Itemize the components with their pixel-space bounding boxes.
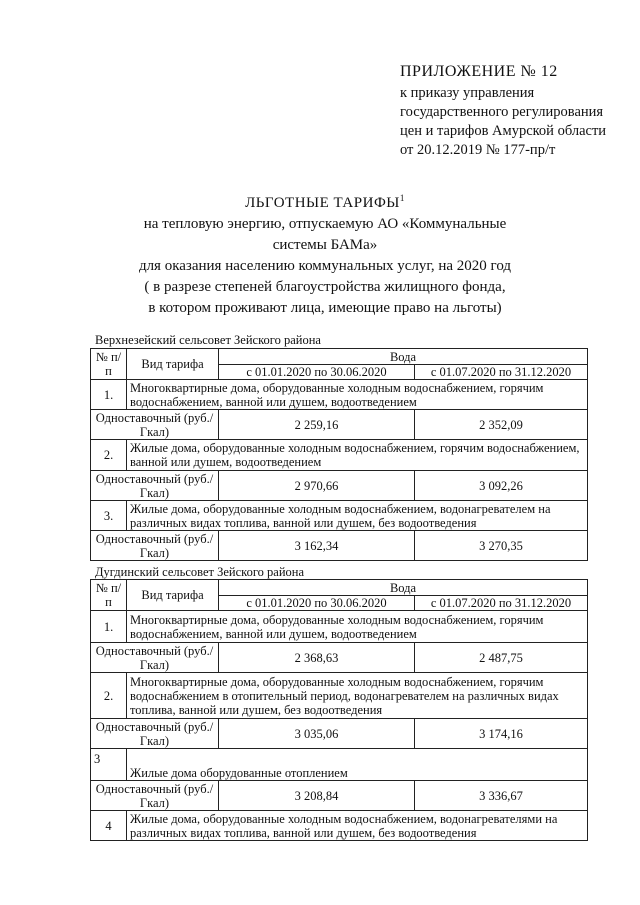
row-num: 3. [91, 501, 127, 531]
row-value-1: 3 162,34 [219, 531, 415, 561]
table-row [91, 380, 588, 410]
row-num: 2. [91, 440, 127, 471]
header-group: Вода [219, 349, 588, 365]
row-value-1: 2 259,16 [219, 410, 415, 440]
row-kind: Одноставочный (руб./Гкал) [91, 643, 219, 673]
title-line: на тепловую энергию, отпускаемую АО «Коммунальные [143, 216, 507, 232]
table-row [91, 410, 588, 440]
row-num: 2. [91, 673, 127, 719]
appendix-header [400, 62, 606, 160]
header-num: № п/п [91, 349, 127, 380]
row-kind: Одноставочный (руб./Гкал) [91, 471, 219, 501]
row-desc: Жилые дома оборудованные отоплением [127, 749, 588, 781]
row-value-1: 2 368,63 [219, 643, 415, 673]
footnote-mark: 1 [399, 193, 405, 203]
row-desc: Многоквартирные дома, оборудованные холодным водоснабжением, горячим водоснабжением в отопительный период, водонагревателем на различных видах топлива, ванной или душем, без водоотведения [127, 673, 588, 719]
table-row [91, 811, 588, 841]
row-value-1: 3 208,84 [219, 781, 415, 811]
row-value-2: 3 270,35 [415, 531, 588, 561]
title-line: системы БАМа» [272, 237, 378, 253]
table-row [91, 471, 588, 501]
row-desc: Многоквартирные дома, оборудованные холодным водоснабжением, горячим водоснабжением, ванной или душем, водоотведением [127, 611, 588, 643]
tariff-table-2 [90, 579, 588, 841]
appendix-line: к приказу управления [400, 85, 535, 101]
row-desc: Многоквартирные дома, оборудованные холодным водоснабжением, горячим водоснабжением, ванной или душем, водоотведением [127, 380, 588, 410]
region-label-1: Верхнезейский сельсовет Зейского района [95, 333, 321, 347]
title-line: ( в разрезе степеней благоустройства жилищного фонда, [144, 279, 506, 295]
row-kind: Одноставочный (руб./Гкал) [91, 410, 219, 440]
header-period-1: с 01.01.2020 по 30.06.2020 [219, 365, 415, 380]
row-num: 1. [91, 611, 127, 643]
table-row [91, 611, 588, 643]
page-title [130, 188, 520, 214]
table-row [91, 643, 588, 673]
table-row [91, 781, 588, 811]
row-desc: Жилые дома, оборудованные холодным водоснабжением, водонагревателями на различных видах топлива, ванной или душем, без водоотведения [127, 811, 588, 841]
title-line: для оказания населению коммунальных услуг, на 2020 год [138, 258, 512, 274]
row-num: 1. [91, 380, 127, 410]
appendix-line: цен и тарифов Амурской области [400, 123, 607, 139]
table-row [91, 749, 588, 781]
appendix-line: от 20.12.2019 № 177-пр/т [400, 142, 556, 158]
header-period-1: с 01.01.2020 по 30.06.2020 [219, 596, 415, 611]
row-kind: Одноставочный (руб./Гкал) [91, 531, 219, 561]
row-value-2: 3 174,16 [415, 719, 588, 749]
table-row [91, 440, 588, 471]
table-row [91, 673, 588, 719]
header-kind: Вид тарифа [127, 349, 219, 380]
row-desc: Жилые дома, оборудованные холодным водоснабжением, водонагревателем на различных видах топлива, ванной или душем, без водоотведения [127, 501, 588, 531]
row-num: 3 [91, 749, 127, 781]
table-row [91, 501, 588, 531]
title-line: в котором проживают лица, имеющие право на льготы) [148, 300, 502, 316]
row-value-2: 3 336,67 [415, 781, 588, 811]
page-title-text: ЛЬГОТНЫЕ ТАРИФЫ [245, 195, 400, 211]
appendix-title: ПРИЛОЖЕНИЕ № 12 [400, 63, 558, 80]
appendix-line: государственного регулирования [400, 104, 604, 120]
document-title [130, 188, 520, 319]
row-value-2: 2 352,09 [415, 410, 588, 440]
header-period-2: с 01.07.2020 по 31.12.2020 [415, 365, 588, 380]
row-kind: Одноставочный (руб./Гкал) [91, 781, 219, 811]
row-value-2: 2 487,75 [415, 643, 588, 673]
row-value-2: 3 092,26 [415, 471, 588, 501]
region-label-2: Дугдинский сельсовет Зейского района [95, 565, 304, 579]
header-kind: Вид тарифа [127, 580, 219, 611]
row-num: 4 [91, 811, 127, 841]
row-value-1: 2 970,66 [219, 471, 415, 501]
table-row [91, 531, 588, 561]
row-desc: Жилые дома, оборудованные холодным водоснабжением, горячим водоснабжением, ванной или душем, водоотведением [127, 440, 588, 471]
header-period-2: с 01.07.2020 по 31.12.2020 [415, 596, 588, 611]
row-value-1: 3 035,06 [219, 719, 415, 749]
header-group: Вода [219, 580, 588, 596]
row-kind: Одноставочный (руб./Гкал) [91, 719, 219, 749]
table-row [91, 719, 588, 749]
tariff-table-1 [90, 348, 588, 561]
header-num: № п/п [91, 580, 127, 611]
